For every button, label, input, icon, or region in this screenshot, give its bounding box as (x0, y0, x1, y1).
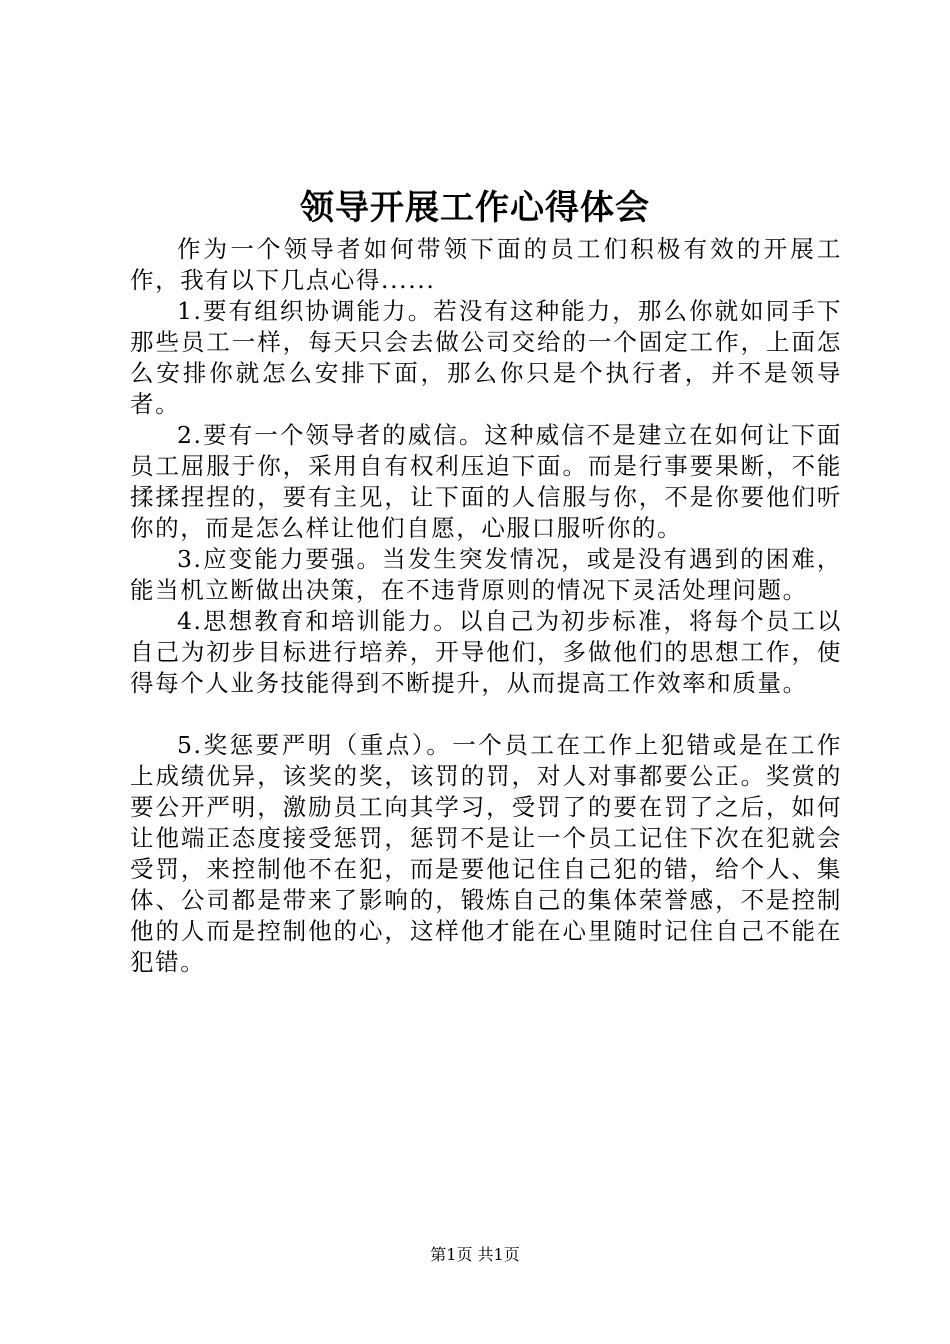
document-body (130, 234, 842, 978)
paragraph-point-5: 5.奖惩要严明（重点）。一个员工在工作上犯错或是在工作上成绩优异，该奖的奖，该罚的罚，对人对事都要公正。奖赏的要公开严明，激励员工向其学习，受罚了的要在罚了之后，如何让他端正态度接受惩罚，惩罚不是让一个员工记住下次在犯就会受罚，来控制他不在犯，而是要他记住自己犯的错，给个人、集体、公司都是带来了影响的，锻炼自己的集体荣誉感，不是控制他的人而是控制他的心，这样他才能在心里随时记住自己不能在犯错。 (130, 731, 842, 976)
paragraph-point-1: 1.要有组织协调能力。若没有这种能力，那么你就如同手下那些员工一样，每天只会去做公司交给的一个固定工作，上面怎么安排你就怎么安排下面，那么你只是个执行者，并不是领导者。 (130, 297, 842, 418)
paragraph-point-4: 4.思想教育和培训能力。以自己为初步标准，将每个员工以自己为初步目标进行培养，开导他们，多做他们的思想工作，使得每个人业务技能得到不断提升，从而提高工作效率和质量。 (130, 607, 842, 697)
paragraph-point-3: 3.应变能力要强。当发生突发情况，或是没有遇到的困难，能当机立断做出决策，在不违背原则的情况下灵活处理问题。 (130, 545, 842, 604)
paragraph-intro: 作为一个领导者如何带领下面的员工们积极有效的开展工作，我有以下几点心得...... (130, 235, 842, 294)
paragraph-point-2: 2.要有一个领导者的威信。这种威信不是建立在如何让下面员工屈服于你，采用自有权利压迫下面。而是行事要果断，不能揉揉捏捏的，要有主见，让下面的人信服与你，不是你要他们听你的，而是怎么样让他们自愿，心服口服听你的。 (130, 421, 842, 542)
page-footer: 第1页 共1页 (430, 1245, 520, 1264)
document-title: 领导开展工作心得体会 (300, 188, 650, 228)
